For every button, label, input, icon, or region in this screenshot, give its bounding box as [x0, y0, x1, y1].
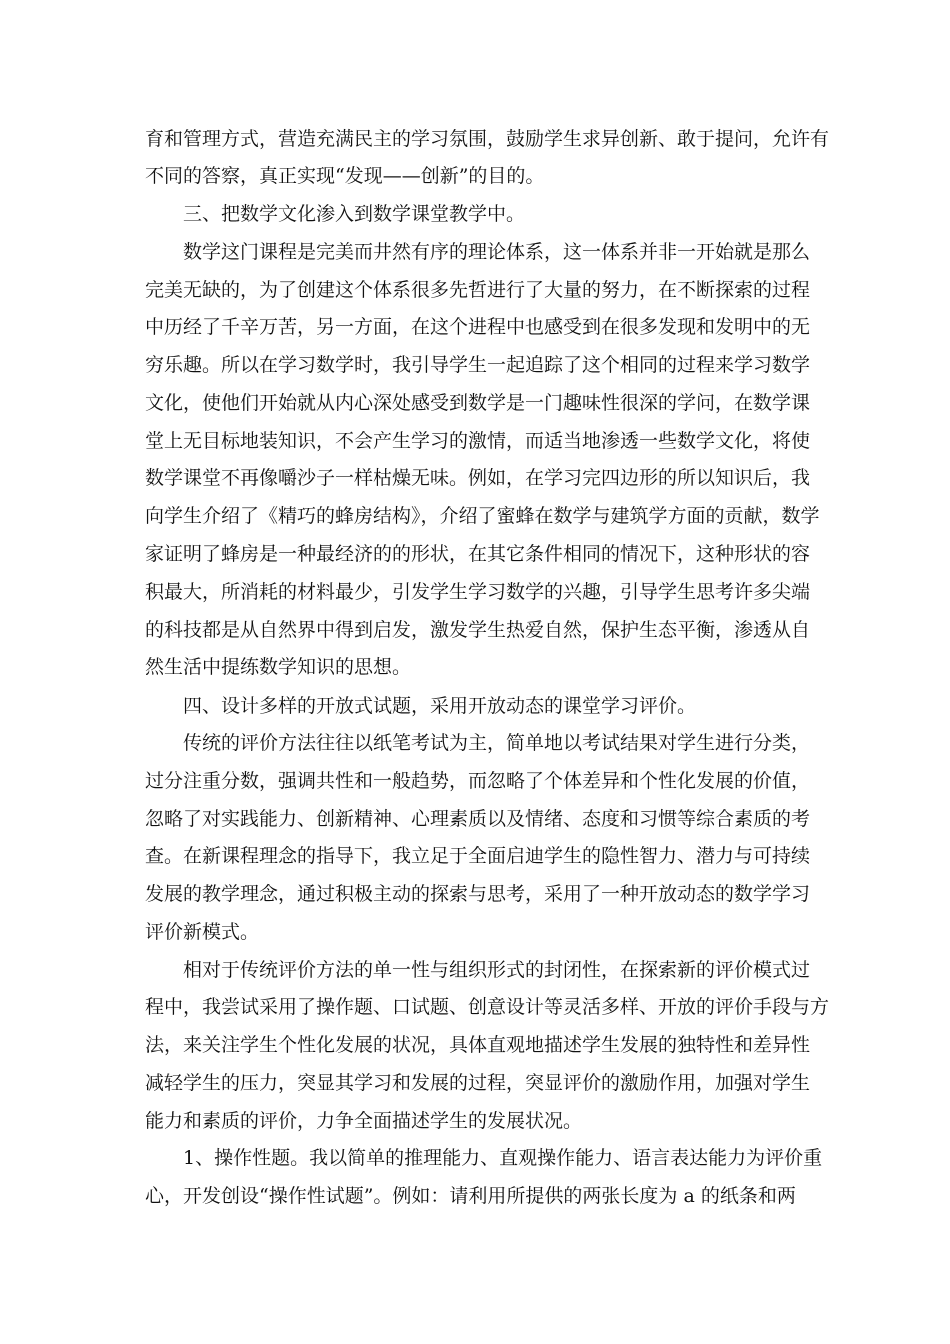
text-line: 数学这门课程是完美而井然有序的理论体系，这一体系并非一开始就是那么	[183, 241, 811, 263]
text-line: 查。在新课程理念的指导下，我立足于全面启迪学生的隐性智力、潜力与可持续	[145, 845, 811, 867]
text-line: 心，开发创设“操作性试题”。例如：请利用所提供的两张长度为 a 的纸条和两	[145, 1185, 796, 1207]
text-line: 中历经了千辛万苦，另一方面，在这个进程中也感受到在很多发现和发明中的无	[145, 316, 811, 338]
text-line: 不同的答察，真正实现“发现——创新”的目的。	[145, 165, 545, 187]
text-line: 堂上无目标地装知识，不会产生学习的激情，而适当地渗透一些数学文化，将使	[145, 430, 811, 452]
text-line: 积最大，所消耗的材料最少，引发学生学习数学的兴趣，引导学生思考许多尖端	[145, 581, 811, 603]
text-line: 能力和素质的评价，力争全面描述学生的发展状况。	[145, 1110, 583, 1132]
text-line: 传统的评价方法往往以纸笔考试为主，简单地以考试结果对学生进行分类，	[183, 732, 811, 754]
text-line: 然生活中提练数学知识的思想。	[145, 656, 412, 678]
text-line: 家证明了蜂房是一种最经济的的形状，在其它条件相同的情况下，这种形状的容	[145, 543, 811, 565]
text-line: 过分注重分数，强调共性和一般趋势，而忽略了个体差异和个性化发展的价值，	[145, 770, 811, 792]
text-line: 育和管理方式，营造充满民主的学习氛围，鼓励学生求异创新、敢于提问，允许有	[145, 128, 830, 150]
text-line: 的科技都是从自然界中得到启发，激发学生热爱自然，保护生态平衡，渗透从自	[145, 619, 811, 641]
text-line: 相对于传统评价方法的单一性与组织形式的封闭性，在探索新的评价模式过	[183, 959, 811, 981]
section-heading: 四、设计多样的开放式试题，采用开放动态的课堂学习评价。	[183, 695, 697, 717]
text-line: 完美无缺的，为了创建这个体系很多先哲进行了大量的努力，在不断探索的过程	[145, 279, 811, 301]
text-line: 忽略了对实践能力、创新精神、心理素质以及情绪、态度和习惯等综合素质的考	[145, 808, 811, 830]
text-line: 评价新模式。	[145, 921, 260, 943]
text-line: 发展的教学理念，通过积极主动的探索与思考，采用了一种开放动态的数学学习	[145, 883, 811, 905]
text-line: 1、操作性题。我以简单的推理能力、直观操作能力、语言表达能力为评价重	[183, 1147, 823, 1169]
text-line: 程中，我尝试采用了操作题、口试题、创意设计等灵活多样、开放的评价手段与方	[145, 996, 830, 1018]
text-line: 减轻学生的压力，突显其学习和发展的过程，突显评价的激励作用，加强对学生	[145, 1072, 811, 1094]
text-line: 穷乐趣。所以在学习数学时，我引导学生一起追踪了这个相同的过程来学习数学	[145, 354, 811, 376]
section-heading: 三、把数学文化渗入到数学课堂教学中。	[183, 203, 526, 225]
text-line: 数学课堂不再像嚼沙子一样枯燥无味。例如，在学习完四边形的所以知识后，我	[145, 467, 811, 489]
text-line: 法，来关注学生个性化发展的状况，具体直观地描述学生发展的独特性和差异性	[145, 1034, 811, 1056]
text-line: 文化，使他们开始就从内心深处感受到数学是一门趣味性很深的学问，在数学课	[145, 392, 811, 414]
text-line: 向学生介绍了《精巧的蜂房结构》，介绍了蜜蜂在数学与建筑学方面的贡献，数学	[145, 505, 820, 527]
